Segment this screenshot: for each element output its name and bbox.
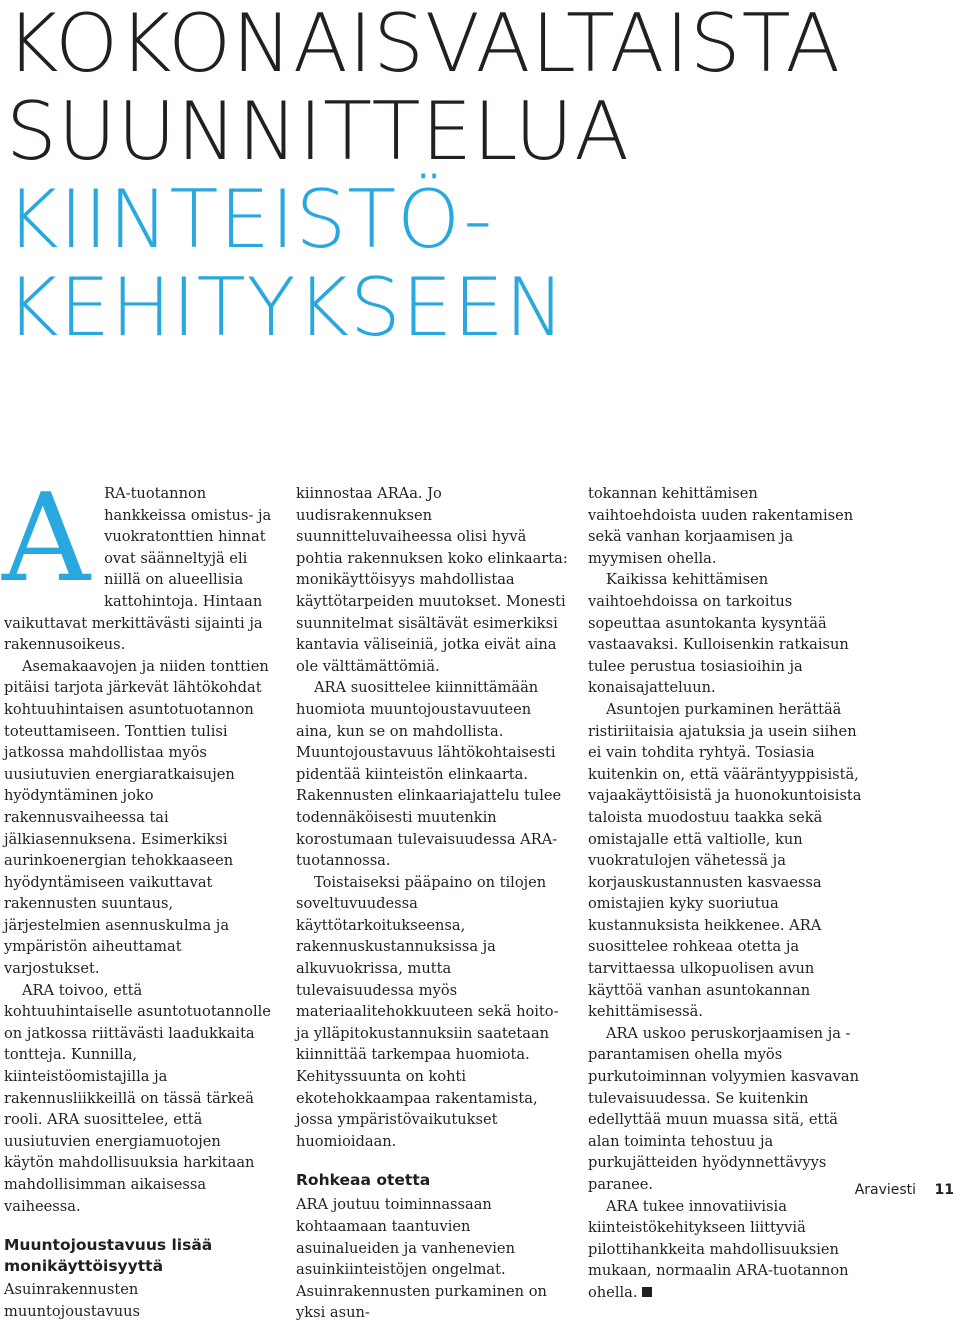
paragraph: Asuinrakennusten muuntojoustavuus [4,1281,140,1320]
paragraph: ARA toivoo, että kohtuuhintaiselle asuntotuotannolle on jatkossa riittävästi laadukkaita tontteja. Kunnilla, kiinteistöomistajilla ja rakennusliikkeillä on tässä tärkeä rooli. ARA suosittelee, että uusiutuvien energiamuotojen käytön mahdollisuuksia harkitaan mahdollisimman aikaisessa vaiheessa. [4,981,271,1215]
paragraph: Toistaiseksi pääpaino on tilojen soveltuvuudessa käyttötarkoitukseensa, rakennuskustannuksissa ja alkuvuokrissa, mutta tulevaisuudessa myös materiaalitehokkuuteen sekä hoito- ja ylläpitokustannuksiin saatetaan kiinnittää tarkempaa huomiota. Kehityssuunta on kohti ekotehokkaampaa rakentamista, jossa ympäristövaikutukset huomioidaan. [296,873,559,1150]
article-column-1 [2,467,274,1322]
headline-line-3: KIINTEISTÖ- [6,173,494,266]
headline-line-2: SUUNNITTELUA [6,85,630,178]
paragraph: tokannan kehittämisen vaihtoehdoista uuden rakentamisen sekä vanhan korjaamisen ja myymisen ohella. [588,485,854,567]
paragraph: Kaikissa kehittämisen vaihtoehdoissa on tarkoitus sopeuttaa asuntokanta kysyntää vastaavaksi. Kulloisenkin ratkaisun tulee perustua tosiasioihin ja konaisajatteluun. [588,571,849,697]
paragraph: Asemakaavojen ja niiden tonttien pitäisi tarjota järkevät lähtökohdat kohtuuhintaisen asuntotuotannon toteuttamiseen. Tonttien tulisi jatkossa mahdollistaa myös uusiutuvien energiaratkaisujen hyödyntäminen joko rakennusvaiheessa tai jälkiasennuksena. Esimerkiksi aurinkoenergian tehokkaaseen hyödyntämiseen vaikuttavat rakennusten suuntaus, järjestelmien asennuskulma ja ympäristön aiheuttamat varjostukset. [4,657,269,978]
article-column-3 [588,483,862,1304]
paragraph: ARA uskoo peruskorjaamisen ja -parantamisen ohella myös purkutoiminnan volyymien kasvavan tulevaisuudessa. Se kuitenkin edellyttää muun muassa sitä, että alan toiminta tehostuu ja purkujätteiden hyödynnettävyys paranee. [588,1024,860,1193]
paragraph: ARA suosittelee kiinnittämään huomiota muuntojoustavuuteen aina, kun se on mahdollista. Muuntojoustavuus lähtökohtaisesti pidentää kiinteistön elinkaarta. Rakennusten elinkaariajattelu tulee todennäköisesti muutenkin korostumaan tulevaisuudessa ARA-tuotannossa. [296,679,562,870]
page-headline [6,0,841,352]
end-of-article-icon [642,1287,652,1297]
headline-line-1: KOKONAISVALTAISTA [6,0,842,90]
paragraph: kiinnostaa ARAa. Jo uudisrakennuksen suunnitteluvaiheessa olisi hyvä pohtia rakennuksen koko elinkaarta: monikäyttöisyys mahdollistaa käyttötarpeiden muutokset. Monesti suunnitelmat sisältävät esimerkiksi kantavia väliseiniä, jotka eivät aina ole välttämättömiä. [296,485,568,675]
paragraph: Asuntojen purkaminen herättää ristiriitaisia ajatuksia ja usein siihen ei vain tohdita ryhtyä. Tosiasia kuitenkin on, että vääräntyyppisistä, vajaakäyttöisistä ja huonokuntoisista taloista muodostuu taakka sekä omistajalle että valtiolle, kun vuokratulojen vähetessä ja korjauskustannusten kasvaessa omistajien kyky suoriutua kustannuksista heikkenee. ARA suosittelee rohkeaa otetta ja tarvittaessa ulkopuolisen avun käyttöä vanhan asuntokannan kehittämisessä. [588,700,862,1021]
paragraph-final [588,1196,862,1304]
page-footer [855,1182,954,1198]
section-subheading: Rohkeaa otetta [296,1171,431,1190]
article-column-2 [296,483,568,1324]
drop-cap: A [2,467,91,609]
paragraph-text: ARA tukee innovatiivisia kiinteistökehitykseen liittyviä pilottihankkeita mahdollisuuksien mukaan, normaalin ARA-tuotannon ohella. [588,1197,849,1301]
headline-line-4: KEHITYKSEEN [6,261,566,354]
paragraph: RA-tuotannon hankkeissa omistus- ja vuokratonttien hinnat ovat säänneltyjä eli niillä on alueellisia kattohintoja. Hintaan vaikuttavat merkittävästi sijainti ja rakennusoikeus. [4,485,272,654]
paragraph: ARA joutuu toiminnassaan kohtaamaan taantuvien asuinalueiden ja vanhenevien asuinkiinteistöjen ongelmat. Asuinrakennusten purkaminen on yksi asun- [296,1196,547,1322]
section-subheading: Muuntojoustavuus lisää monikäyttöisyyttä [4,1236,213,1276]
page-number: 11 [934,1182,954,1198]
publication-name: Araviesti [854,1182,917,1198]
